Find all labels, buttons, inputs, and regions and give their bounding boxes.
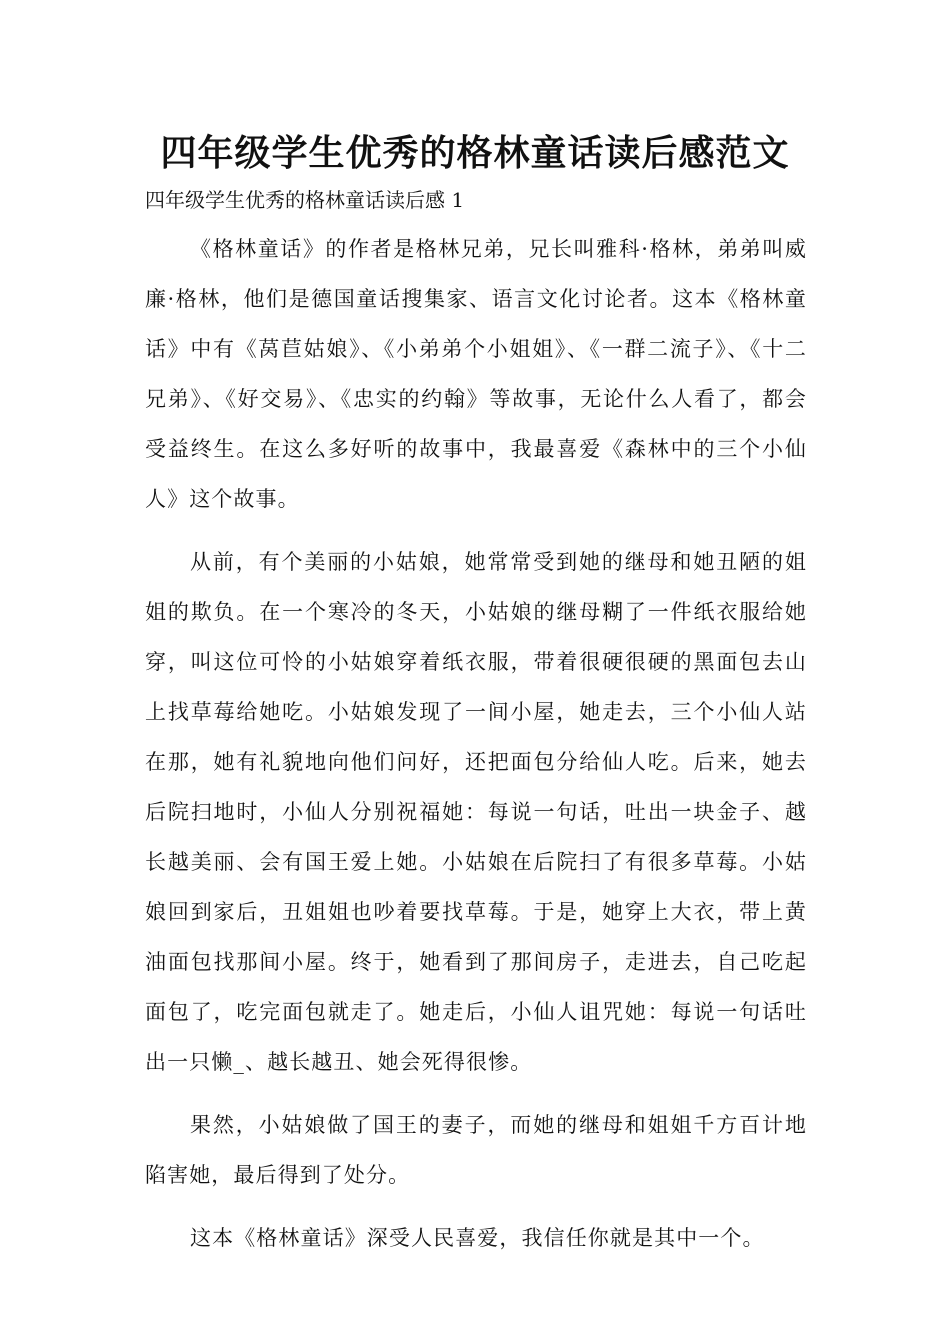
document-subtitle: 四年级学生优秀的格林童话读后感 1: [145, 188, 465, 212]
document-body: [145, 224, 807, 1276]
paragraph-4: 这本《格林童话》深受人民喜爱，我信任你就是其中一个。: [190, 1226, 765, 1250]
document-title: 四年级学生优秀的格林童话读后感范文: [160, 133, 790, 174]
paragraph-2: 从前，有个美丽的小姑娘，她常常受到她的继母和她丑陋的姐姐的欺负。在一个寒冷的冬天，小姑娘的继母糊了一件纸衣服给她穿，叫这位可怜的小姑娘穿着纸衣服，带着很硬很硬的黑面包去山上找草莓给她吃。小姑娘发现了一间小屋，她走去，三个小仙人站在那，她有礼貌地向他们问好，还把面包分给仙人吃。后来，她去后院扫地时，小仙人分别祝福她：每说一句话，吐出一块金子、越长越美丽、会有国王爱上她。小姑娘在后院扫了有很多草莓。小姑娘回到家后，丑姐姐也吵着要找草莓。于是，她穿上大衣，带上黄油面包找那间小屋。终于，她看到了那间房子，走进去，自己吃起面包了，吃完面包就走了。她走后，小仙人诅咒她：每说一句话吐出一只懒_、越长越丑、她会死得很惨。: [145, 550, 807, 1074]
paragraph-3: 果然，小姑娘做了国王的妻子，而她的继母和姐姐千方百计地陷害她，最后得到了处分。: [145, 1113, 807, 1187]
paragraph-1: 《格林童话》的作者是格林兄弟，兄长叫雅科·格林，弟弟叫威廉·格林，他们是德国童话搜集家、语言文化讨论者。这本《格林童话》中有《莴苣姑娘》、《小弟弟个小姐姐》、《一群二流子》、《十二兄弟》、《好交易》、《忠实的约翰》等故事，无论什么人看了，都会受益终生。在这么多好听的故事中，我最喜爱《森林中的三个小仙人》这个故事。: [145, 237, 807, 511]
